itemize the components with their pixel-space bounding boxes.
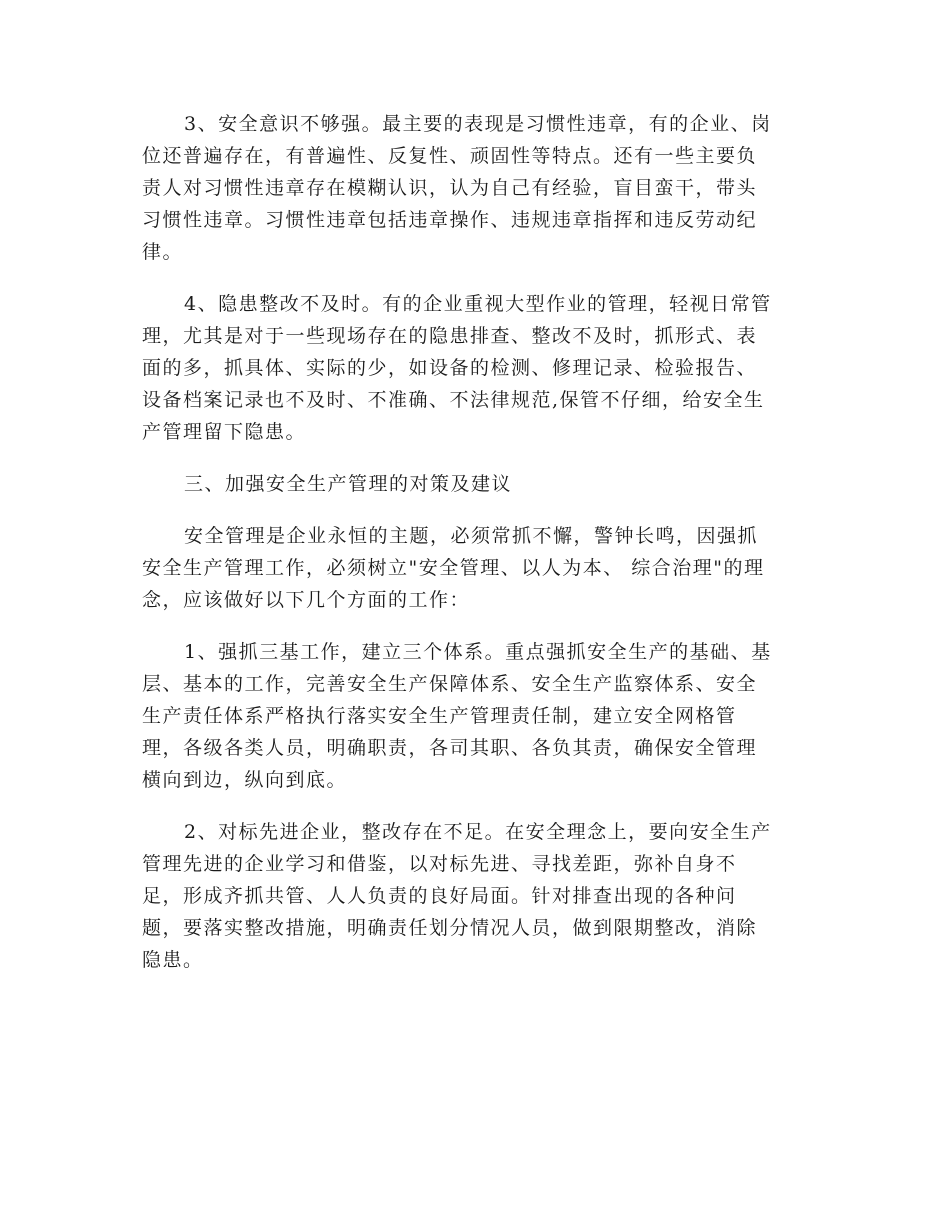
text-line: 生产责任体系严格执行落实安全生产管理责任制，建立安全网格管 (142, 705, 737, 727)
heading-line: 三、加强安全生产管理的对策及建议 (184, 473, 513, 495)
text-line: 位还普遍存在，有普遍性、反复性、顽固性等特点。还有一些主要负 (142, 145, 758, 167)
text-line: 设备档案记录也不及时、不准确、不法律规范,保管不仔细，给安全生 (142, 389, 765, 411)
text-line: 3、安全意识不够强。最主要的表现是习惯性违章，有的企业、岗 (184, 113, 772, 135)
text-line: 2、对标先进企业，整改存在不足。在安全理念上，要向安全生产 (184, 821, 772, 843)
paragraph-benchmarking (142, 816, 810, 976)
text-line: 习惯性违章。习惯性违章包括违章操作、违规违章指挥和违反劳动纪 (142, 209, 758, 231)
paragraph-safety-management-intro (142, 520, 810, 616)
paragraph-hazard-rectification (142, 288, 810, 448)
text-line: 管理先进的企业学习和借鉴，以对标先进、寻找差距，弥补自身不 (142, 853, 737, 875)
text-line: 1、强抓三基工作，建立三个体系。重点强抓安全生产的基础、基 (184, 641, 772, 663)
paragraph-three-foundations (142, 636, 810, 796)
text-line: 理，各级各类人员，明确职责，各司其职、各负其责，确保安全管理 (142, 737, 758, 759)
text-line: 面的多，抓具体、实际的少，如设备的检测、修理记录、检验报告、 (142, 357, 758, 379)
text-line: 安全管理是企业永恒的主题，必须常抓不懈，警钟长鸣，因强抓 (184, 525, 759, 547)
paragraph-habitual-violations (142, 108, 810, 268)
text-line: 4、隐患整改不及时。有的企业重视大型作业的管理，轻视日常管 (184, 293, 772, 315)
text-line: 念，应该做好以下几个方面的工作： (142, 589, 471, 611)
section-heading (142, 468, 810, 500)
document-body (142, 108, 810, 996)
text-line: 产管理留下隐患。 (142, 421, 307, 443)
text-line: 律。 (142, 241, 184, 263)
text-line: 理，尤其是对于一些现场存在的隐患排查、整改不及时，抓形式、表 (142, 325, 758, 347)
text-line: 责人对习惯性违章存在模糊认识，认为自己有经验，盲目蛮干，带头 (142, 177, 758, 199)
text-line: 题，要落实整改措施，明确责任划分情况人员，做到限期整改，消除 (142, 917, 758, 939)
text-line: 层、基本的工作，完善安全生产保障体系、安全生产监察体系、安全 (142, 673, 758, 695)
text-line: 隐患。 (142, 949, 204, 971)
text-line: 足，形成齐抓共管、人人负责的良好局面。针对排查出现的各种问 (142, 885, 737, 907)
text-line: 安全生产管理工作，必须树立"安全管理、以人为本、 综合治理"的理 (142, 557, 765, 579)
text-line: 横向到边，纵向到底。 (142, 769, 348, 791)
